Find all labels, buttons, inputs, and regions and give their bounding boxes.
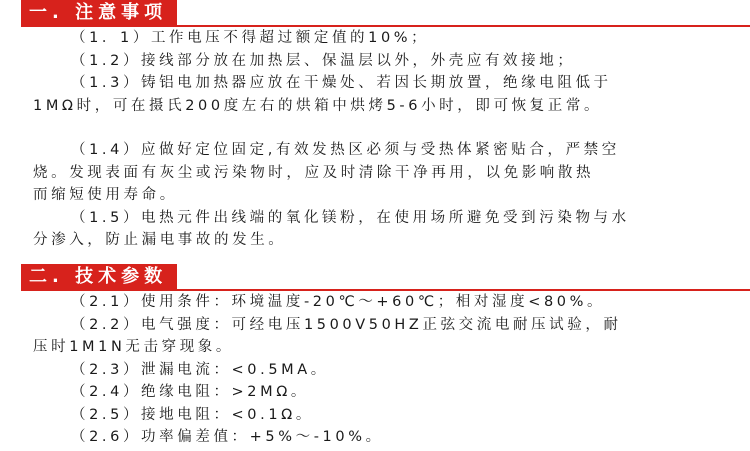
paragraph-line: 压时1M1N无击穿现象。 bbox=[33, 339, 235, 355]
paragraph-line: （1.2）接线部分放在加热层、保温层以外，外壳应有效接地； bbox=[71, 52, 576, 69]
section-title: 二. 技术参数 bbox=[21, 264, 177, 289]
paragraph-line: 而缩短使用寿命。 bbox=[33, 187, 178, 203]
section-header bbox=[21, 0, 750, 27]
paragraph-line: （1.3）铸铝电加热器应放在干燥处、若因长期放置，绝缘电阻低于 bbox=[71, 75, 612, 91]
section-title: 一. 注意事项 bbox=[21, 0, 177, 25]
paragraph-line: （2.6）功率偏差值：+5%～-10%。 bbox=[71, 429, 384, 445]
paragraph-line: （2.1）使用条件：环境温度-20℃～+60℃；相对湿度<80%。 bbox=[71, 294, 606, 310]
section-body bbox=[0, 27, 750, 252]
paragraph-gap bbox=[33, 117, 740, 139]
paragraph-line: 1MΩ时，可在摄氏200度左右的烘箱中烘烤5-6小时，即可恢复正常。 bbox=[33, 97, 603, 114]
paragraph-line: （1.5）电热元件出线端的氧化镁粉，在使用场所避免受到污染物与水 bbox=[71, 209, 630, 226]
section-technical-parameters bbox=[0, 264, 750, 449]
paragraph-line: 烧。发现表面有灰尘或污染物时，应及时清除干净再用，以免影响散热 bbox=[33, 164, 595, 181]
paragraph-line: （2.2）电气强度：可经电压1500V50HZ正弦交流电耐压试验，耐 bbox=[71, 316, 622, 333]
paragraph-line: （1．1）工作电压不得超过额定值的10%； bbox=[71, 30, 430, 46]
paragraph-line: 分渗入，防止漏电事故的发生。 bbox=[33, 232, 287, 248]
paragraph-line: （1.4）应做好定位固定,有效发热区必须与受热体紧密贴合，严禁空 bbox=[71, 142, 620, 158]
section-header bbox=[21, 264, 750, 291]
paragraph-line: （2.5）接地电阻：<0.1Ω。 bbox=[71, 406, 314, 423]
paragraph-line: （2.4）绝缘电阻：>2MΩ。 bbox=[71, 384, 310, 400]
section-body bbox=[0, 291, 750, 449]
paragraph-line: （2.3）泄漏电流：<0.5MA。 bbox=[71, 361, 329, 378]
